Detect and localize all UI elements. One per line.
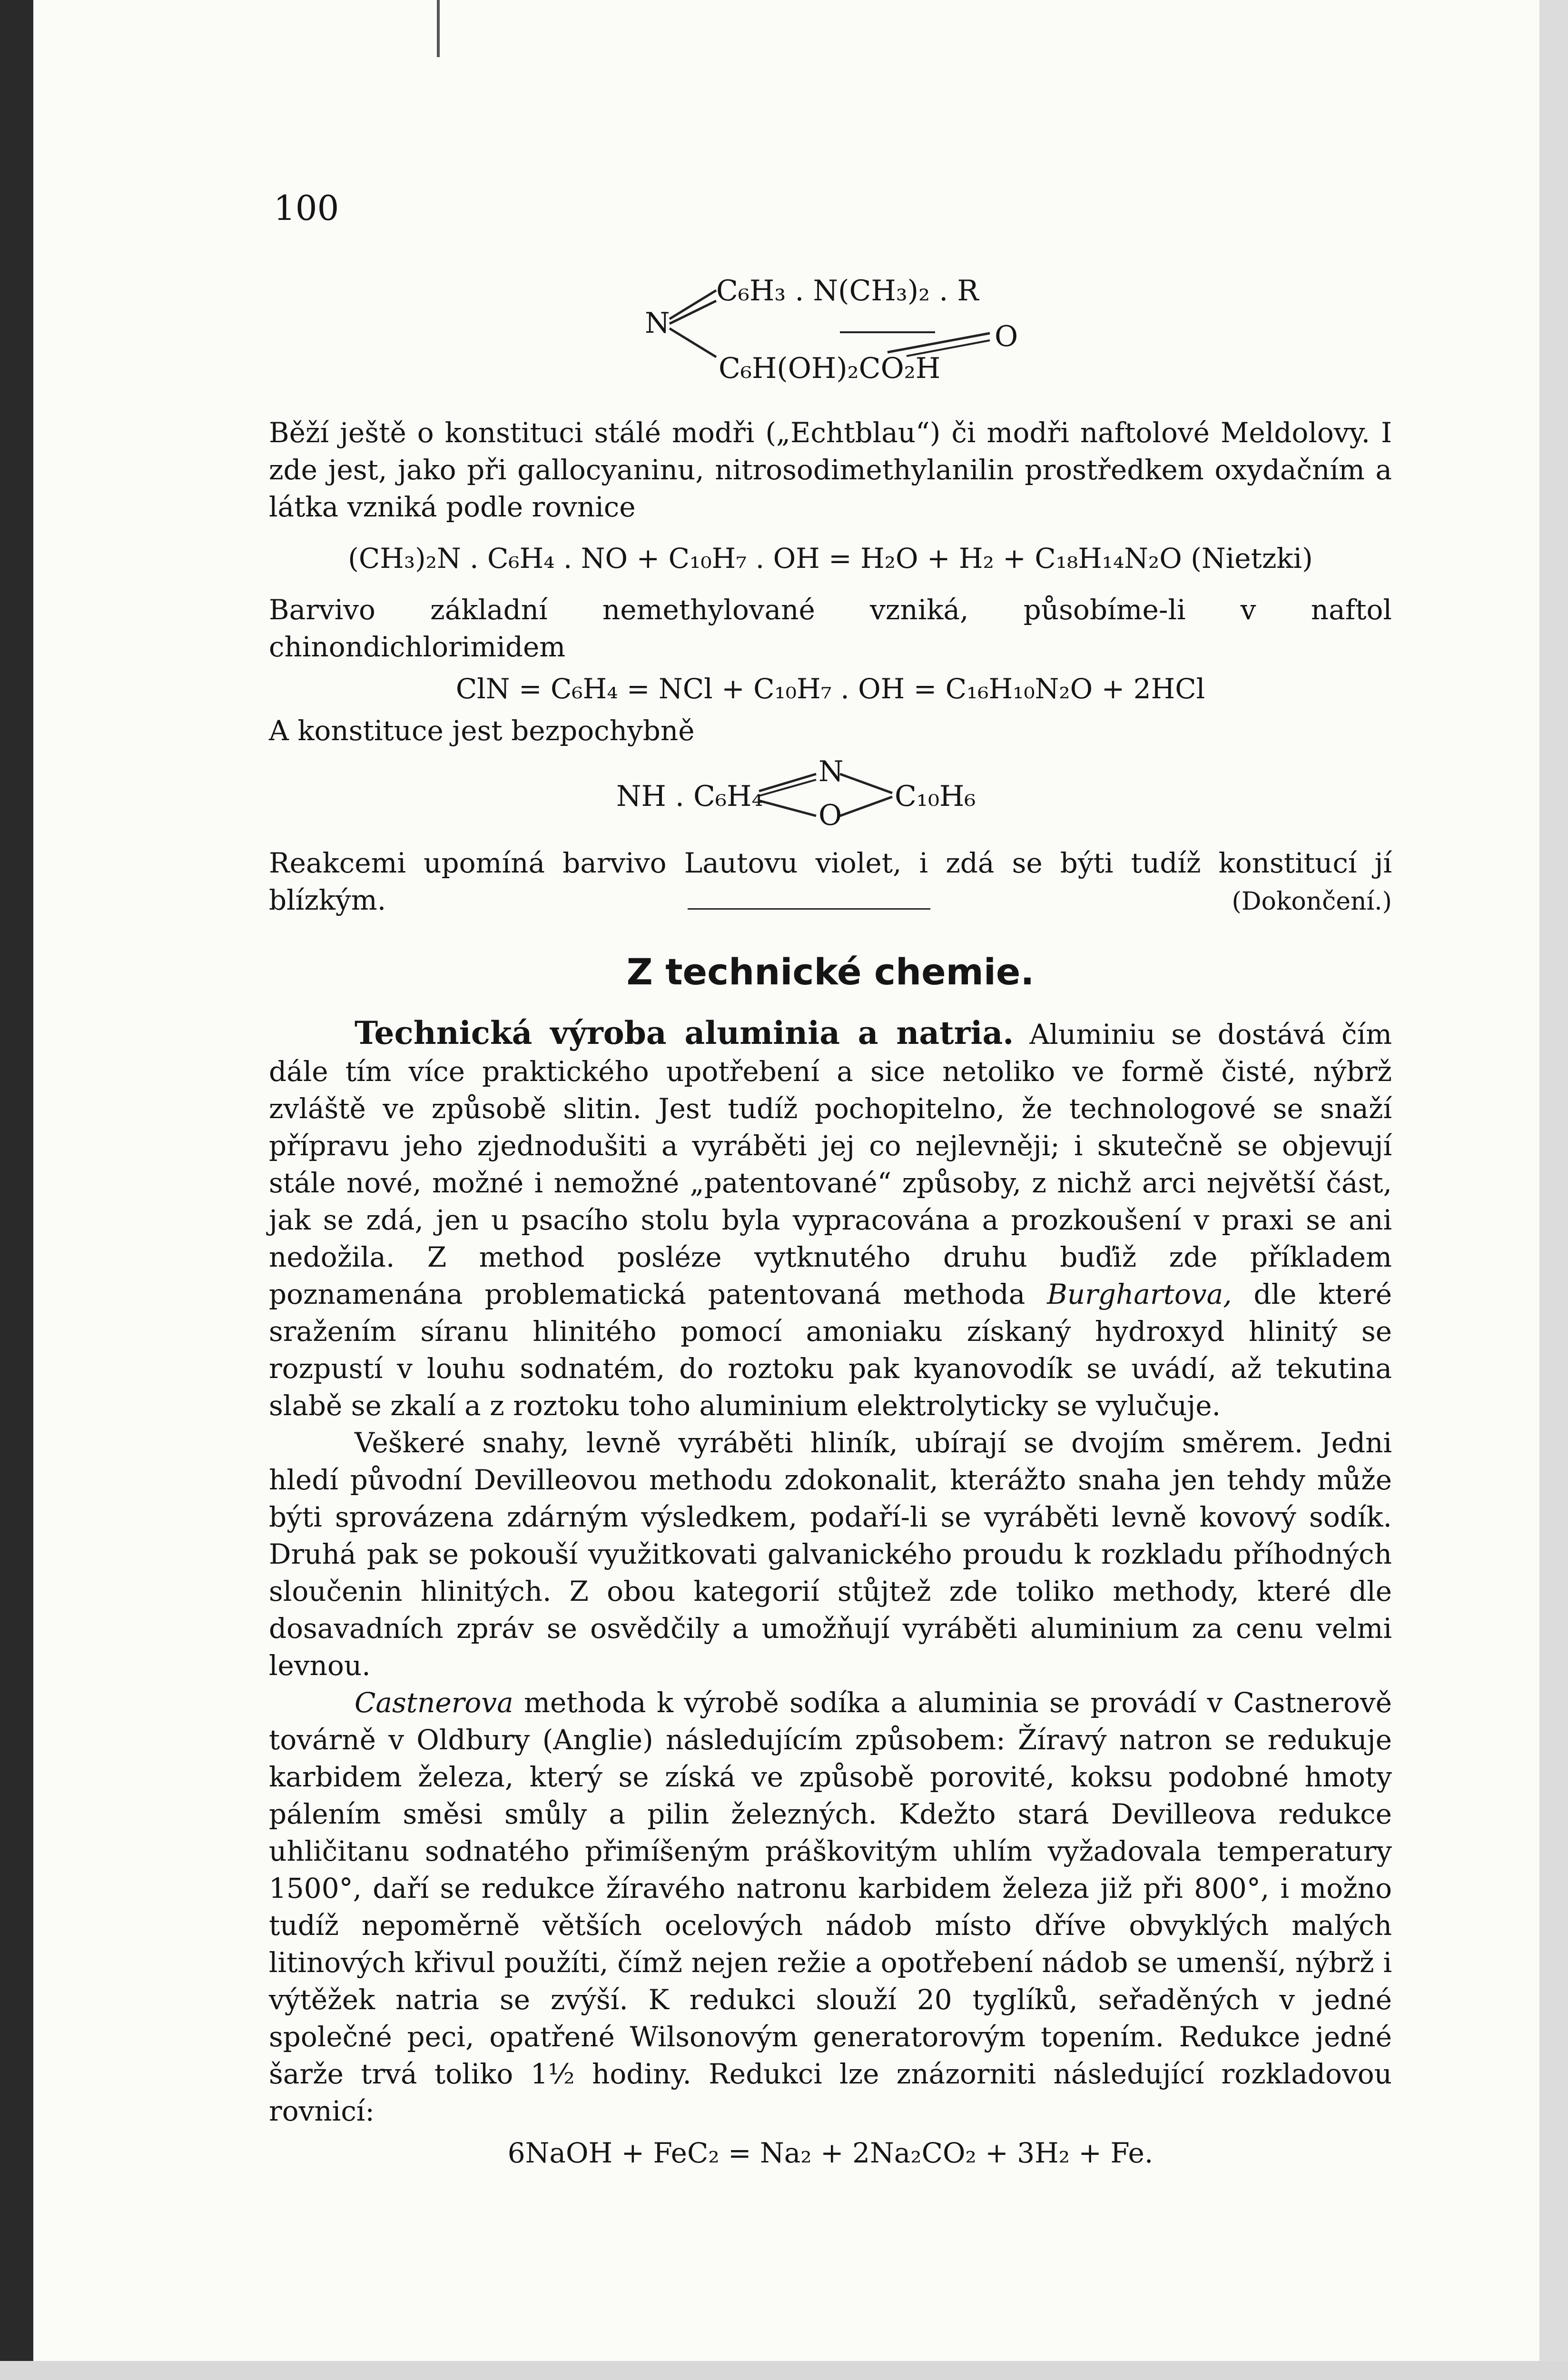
article-paragraph-1-text: Aluminiu se dostává čím dále tím více praktického upotřebení a sice netoliko ve formě čisté, nýbrž zvláště ve způsobě slitin. Jest tudíž pochopitelno, že technologové se snaží přípravu jeho zjednodušiti a vyráběti jej co nejlevněji; i skutečně se objevují stále nové, možné i nemožné „patentované“ způsoby, z nichž arci největší část, jak se zdá, jen u psacího stolu byla vypracována a prozkoušení v praxi se ani nedožila. Z method posléze vytknutého druhu buďiž zde příkladem poznamenána problematická patentovaná methoda bbox=[269, 1018, 1392, 1310]
struct1-n: N bbox=[645, 307, 670, 340]
paragraph-constitution: A konstituce jest bezpochybně bbox=[269, 714, 695, 747]
scan-mark bbox=[437, 0, 440, 57]
equation-castner: 6NaOH + FeC₂ = Na₂ + 2Na₂CO₂ + 3H₂ + Fe. bbox=[507, 2137, 1154, 2169]
paragraph-base-dye: Barvivo základní nemethylované vzniká, působíme-li v naftol chinondichlorimidem bbox=[269, 594, 1392, 663]
page-body bbox=[269, 181, 1392, 2172]
structure-formula-2 bbox=[616, 749, 1282, 830]
article-paragraph-3-text: methoda k výrobě sodíka a aluminia se provádí v Castnerově továrně v Oldbury (Anglie) následujícím způsobem: Žíravý natron se redukuje karbidem železa, který se získá ve způsobě porovité, koksu podobné hmoty pálením směsi smůly a pilin železných. Kdežto stará Devilleova redukce uhličitanu sodnatého přimíšeným práškovitým uhlím vyžadovala temperatury 1500°, daří se redukce žíravého natronu karbidem železa již při 800°, i možno tudíž nepoměrně větších ocelových nádob místo dříve obvyklých malých litinových křivul použíti, čímž nejen režie a opotřebení nádob se umenší, nýbrž i výtěžek natria se zvýší. K redukci slouží 20 tyglíků, seřaděných v jedné společné peci, opatřené Wilsonovým generatorovým topením. Redukce jedné šarže trvá toliko 1½ hodiny. Redukci lze znázorniti následující rozkladovou rovnicí: bbox=[269, 1686, 1392, 2127]
section-title: Z technické chemie. bbox=[626, 951, 1035, 993]
struct2-right-group: C₁₀H₆ bbox=[895, 780, 976, 813]
article-paragraph-1-end: dle které sražením síranu hlinitého pomocí amoniaku získaný hydroxyd hlinitý se rozpustí v louhu sodnatém, do roztoku pak kyanovodík se uvádí, až tekutina slabě se zkalí a z roztoku toho aluminium elektrolyticky se vylučuje. bbox=[269, 1278, 1392, 1422]
struct1-bottom-group: C₆H(OH)₂CO₂H bbox=[719, 352, 941, 385]
paragraph-end-row bbox=[269, 882, 1392, 920]
scan-edge-left bbox=[0, 0, 33, 2380]
article-paragraph-1 bbox=[269, 1014, 1392, 1424]
paragraph-lauth-violet: Reakcemi upomíná barvivo Lautovu violet, i zdá se býti tudíž konstitucí jí bbox=[269, 847, 1392, 879]
scan-edge-right bbox=[1539, 0, 1568, 2380]
struct1-top-group: C₆H₃ . N(CH₃)₂ . R bbox=[716, 274, 979, 307]
equation-chinondichlorimide: ClN = C₆H₄ = NCl + C₁₀H₇ . OH = C₁₆H₁₀N₂O + 2HCl bbox=[455, 673, 1205, 705]
struct2-left-group: NH . C₆H₄ bbox=[616, 780, 763, 813]
scan-edge-bottom bbox=[0, 2361, 1568, 2380]
article-paragraph-3 bbox=[269, 1684, 1392, 2130]
equation-nietzki: (CH₃)₂N . C₆H₄ . NO + C₁₀H₇ . OH = H₂O + H₂ + C₁₈H₁₄N₂O (Nietzki) bbox=[348, 542, 1313, 575]
struct1-oxygen: O bbox=[995, 320, 1018, 353]
struct2-oxygen: O bbox=[819, 799, 842, 832]
article-heading: Technická výroba aluminia a natria. bbox=[355, 1014, 1014, 1051]
burghart-method-name: Burghartova, bbox=[1047, 1278, 1232, 1310]
struct2-nitrogen: N bbox=[819, 755, 844, 788]
article-paragraph-2: Veškeré snahy, levně vyráběti hliník, ubírají se dvojím směrem. Jedni hledí původní Devilleovou methodu zdokonalit, kterážto snaha jen tehdy může býti sprovázena zdárným výsledkem, podaří-li se vyráběti levně kovový sodík. Druhá pak se pokouší využitkovati galvanického proudu k rozkladu příhodných sloučenin hlinitých. Z obou kategorií stůjtež zde toliko methody, které dle dosavadních zpráv se osvědčily a umožňují vyráběti aluminium za cenu velmi levnou. bbox=[269, 1427, 1392, 1682]
page-number: 100 bbox=[274, 188, 339, 228]
castner-method-name: Castnerova bbox=[355, 1686, 513, 1719]
paragraph-meldola-blue: Běží ještě o konstituci stálé modři („Echtblau“) či modři naftolové Meldolovy. I zde jest, jako při gallocyaninu, nitrosodimethylanilin prostředkem oxydačním a látka vzniká podle rovnice bbox=[269, 416, 1392, 523]
continued-note: (Dokončení.) bbox=[1232, 887, 1392, 916]
paragraph-lauth-violet-end: blízkým. bbox=[269, 884, 386, 916]
structure-formula-1 bbox=[640, 271, 1068, 414]
section-divider bbox=[688, 908, 930, 910]
